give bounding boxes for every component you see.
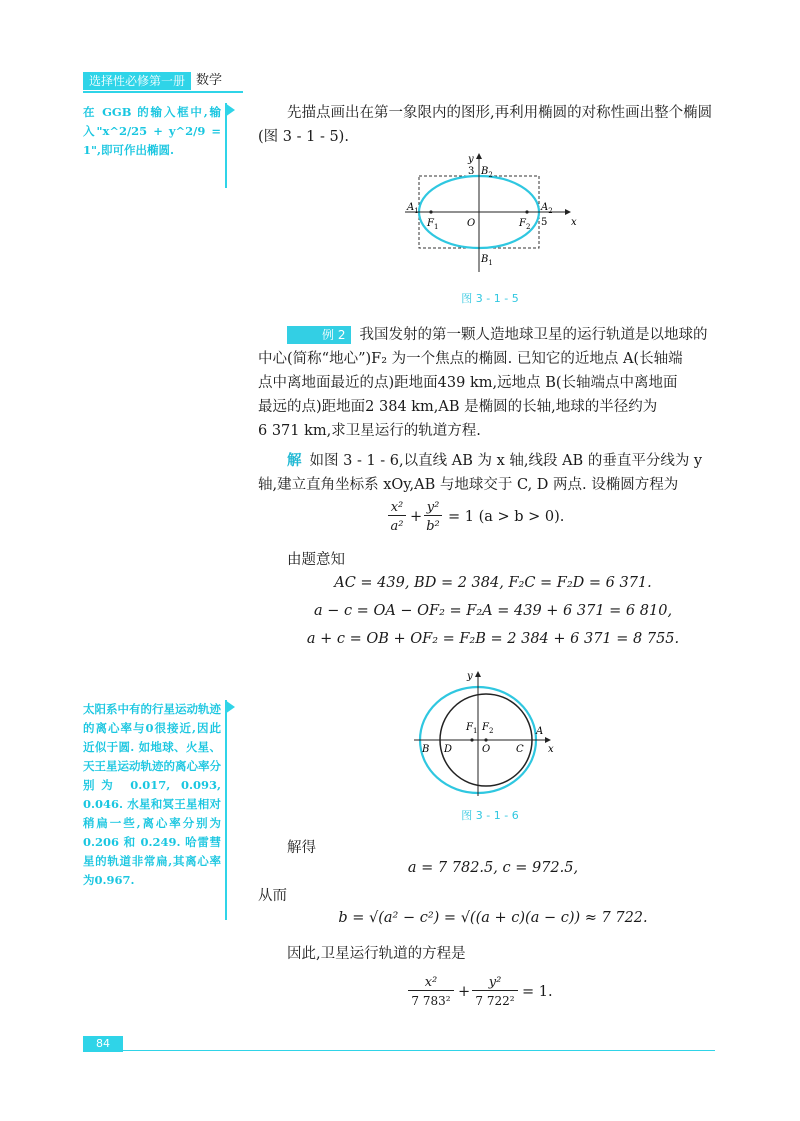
example2-block xyxy=(258,323,728,443)
label-f1-2: $F_1$ xyxy=(466,722,478,735)
frac-y-num: y² xyxy=(424,500,442,516)
label-c: C xyxy=(516,744,524,755)
footer-rule xyxy=(123,1050,715,1051)
book-title-tag: 选择性必修第一册 xyxy=(83,72,191,90)
side-note-ggb xyxy=(83,103,227,188)
y-label: y xyxy=(468,154,474,165)
focus-f1-point-2 xyxy=(470,738,473,741)
final-frac-den-1: 7 783² xyxy=(411,994,451,1008)
frac-b-den: b² xyxy=(426,519,440,534)
example2-line-4: 最远的点)距地面2 384 km,AB 是椭圆的长轴,地球的半径约为 xyxy=(258,399,658,415)
final-rhs: = 1. xyxy=(522,984,553,1000)
figure-ellipse xyxy=(395,150,585,275)
label-f1: $F_1$ xyxy=(427,218,439,231)
thus-label: 从而 xyxy=(258,888,287,904)
example2-line-5: 6 371 km,求卫星运行的轨道方程. xyxy=(258,423,481,439)
note-pointer-icon xyxy=(225,103,235,117)
x-axis-arrow-icon-2 xyxy=(545,737,551,743)
x-label: x xyxy=(571,217,577,228)
figure2-caption: 图 3 - 1 - 6 xyxy=(461,809,519,822)
label-a1: $A_1$ xyxy=(407,202,419,215)
given-label: 由题意知 xyxy=(287,552,345,568)
x-axis-arrow-icon xyxy=(565,209,571,215)
solve-label: 解得 xyxy=(287,840,316,856)
equation-5: b = √(a² − c²) = √((a + c)(a − c)) ≈ 7 722. xyxy=(338,910,648,926)
focus-f1-point xyxy=(429,210,432,213)
plus-sign: + xyxy=(410,509,423,525)
side-note-eccentricity-text: 太阳系中有的行星运动轨迹的离心率与0很接近,因此近似于圆. 如地球、火星、天王星运动轨迹的离心率分别为 0.017, 0.093, 0.046. 水星和冥王星相对稍扁一些,离心率分别为0.206 和 0.249. 哈雷彗星的轨道非常扁,其离心率为0.967. xyxy=(83,702,221,887)
intro-paragraph: 先描点画出在第一象限内的图形,再利用椭圆的对称性画出整个椭圆(图 3 - 1 - 5). xyxy=(258,105,713,145)
label-f2: $F_2$ xyxy=(519,218,531,231)
side-note-eccentricity xyxy=(83,700,227,920)
label-b1: $B_1$ xyxy=(481,254,493,267)
example2-line-1: 例 2 我国发射的第一颗人造地球卫星的运行轨道是以地球的 xyxy=(258,323,728,347)
label-b: B xyxy=(422,744,430,755)
origin-label-2: O xyxy=(482,744,491,755)
label-b2: $B_2$ xyxy=(481,166,493,179)
subject-label: 数学 xyxy=(196,73,223,88)
origin-label: O xyxy=(467,218,476,229)
note-pointer-icon-2 xyxy=(225,700,235,714)
label-d: D xyxy=(444,744,453,755)
final-plus: + xyxy=(458,984,471,1000)
final-frac-den-2: 7 722² xyxy=(475,994,515,1008)
ellipse-equation xyxy=(388,500,608,540)
final-equation xyxy=(408,975,608,1015)
label-f2-2: $F_2$ xyxy=(482,722,494,735)
frac-x-num: x² xyxy=(388,500,406,516)
example2-line-3: 点中离地面最近的点)距地面439 km,远地点 B(长轴端点中离地面 xyxy=(258,375,678,391)
conclusion-text: 因此,卫星运行轨道的方程是 xyxy=(287,946,466,962)
equation-condition: = 1 (a > b > 0). xyxy=(448,509,565,525)
solution-label: 解 xyxy=(287,452,302,469)
page-number: 84 xyxy=(83,1036,123,1052)
figure-earth-orbit xyxy=(410,668,560,798)
header-rule xyxy=(83,91,243,93)
y-axis-arrow-icon-2 xyxy=(475,671,481,677)
y-axis-arrow-icon xyxy=(476,153,482,159)
label-five: 5 xyxy=(541,217,548,228)
equation-2: a − c = OA − OF₂ = F₂A = 439 + 6 371 = 6 810, xyxy=(313,603,673,619)
figure1-caption: 图 3 - 1 - 5 xyxy=(461,292,519,305)
solution-line-1: 解 如图 3 - 1 - 6,以直线 AB 为 x 轴,线段 AB 的垂直平分线为 y xyxy=(287,452,703,469)
example2-line-2: 中心(简称“地心”)F₂ 为一个焦点的椭圆. 已知它的近地点 A(长轴端 xyxy=(258,351,683,367)
label-a2: $A_2$ xyxy=(541,202,553,215)
final-frac-y-num: y² xyxy=(472,975,518,991)
x-label-2: x xyxy=(548,744,554,755)
label-a: A xyxy=(536,726,544,737)
side-note-ggb-text: 在 GGB 的输入框中,输入"x^2/25 + y^2/9 = 1",即可作出椭圆. xyxy=(83,105,221,157)
frac-a-den: a² xyxy=(390,519,404,534)
label-three: 3 xyxy=(468,166,475,177)
focus-f2-point-2 xyxy=(484,738,487,741)
equation-3: a + c = OB + OF₂ = F₂B = 2 384 + 6 371 = 8 755. xyxy=(306,631,680,647)
example-badge: 例 2 xyxy=(287,326,351,344)
equation-4: a = 7 782.5, c = 972.5, xyxy=(407,860,579,876)
final-frac-x-num: x² xyxy=(408,975,454,991)
y-label-2: y xyxy=(467,671,473,682)
solution-block xyxy=(258,449,728,497)
solution-line-2: 轴,建立直角坐标系 xOy,AB 与地球交于 C, D 两点. 设椭圆方程为 xyxy=(258,477,679,493)
equation-1: AC = 439, BD = 2 384, F₂C = F₂D = 6 371. xyxy=(334,575,652,591)
focus-f2-point xyxy=(525,210,528,213)
